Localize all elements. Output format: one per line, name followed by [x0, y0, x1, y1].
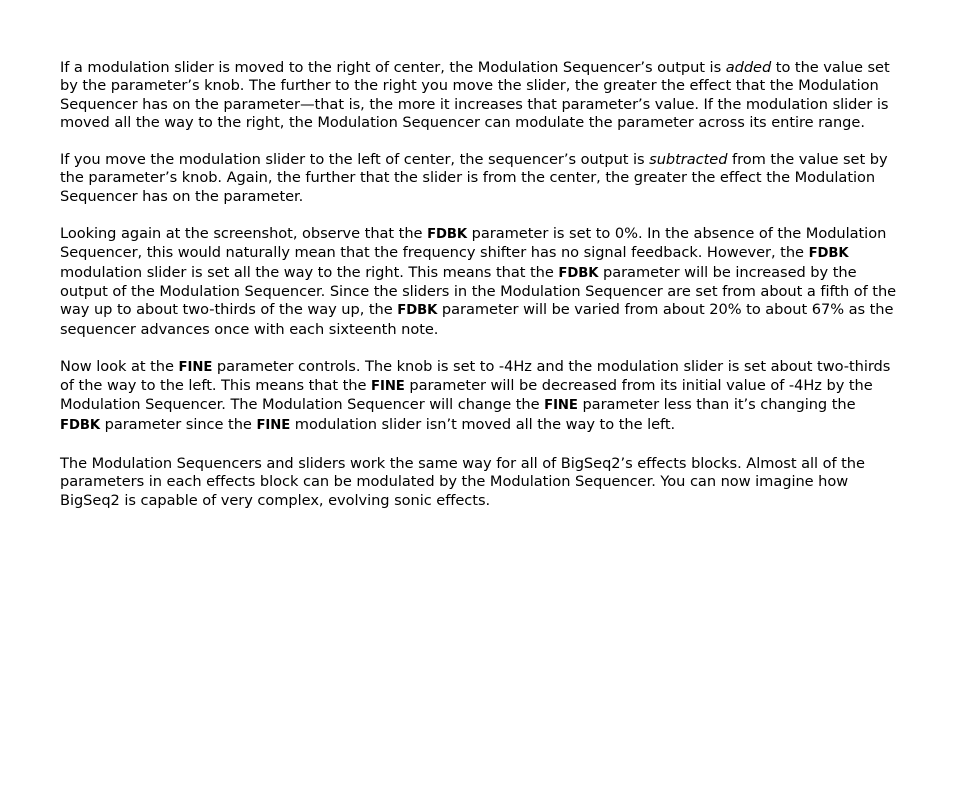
text-segment: If a modulation slider is moved to the right of center, the Modulation Sequencer’s output is [60, 59, 726, 76]
text-segment: modulation slider is set all the way to the right. This means that the [60, 263, 559, 281]
parameter-keyword: FINE [178, 359, 213, 375]
text-segment: parameter is set to 0%. In the absence of the Modulation Sequencer, this would naturally mean that the frequency shifter has no signal feedback. However, the [60, 225, 887, 262]
text-segment: parameter will be varied from about 20% to about 67% as the sequencer advances once with each sixteenth note. [60, 301, 894, 338]
parameter-keyword: FINE [544, 398, 578, 414]
text-segment: parameter less than it’s changing the [577, 396, 856, 414]
paragraph-modulation-right [60, 59, 900, 132]
parameter-keyword: FDBK [60, 417, 101, 433]
parameter-keyword: FDBK [558, 265, 599, 281]
text-segment: from the value set by the parameter’s knob. Again, the further that the slider is from the center, the greater the effect the Modulation Sequencer has on the parameter. [60, 151, 888, 205]
parameter-keyword: FDBK [427, 227, 468, 243]
paragraph-fine-example [60, 358, 900, 435]
paragraph-modulation-left [60, 151, 900, 206]
paragraph-fdbk-example [60, 225, 900, 339]
parameter-keyword: FINE [371, 379, 405, 395]
text-segment: parameter controls. The knob is set to -4Hz and the modulation slider is set about two-thirds of the way to the left. This means that the [60, 357, 891, 395]
text-segment: The Modulation Sequencers and sliders work the same way for all of BigSeq2’s effects blocks. Almost all of the parameters in each effects block can be modulated by the Modulation Sequencer. You can now imagine how BigSeq2 is capable of very complex, evolving sonic effects. [60, 455, 865, 509]
emphasis-text: added [725, 59, 772, 76]
text-segment: to the value set by the parameter’s knob. The further to the right you move the slider, the greater the effect that the Modulation Sequencer has on the parameter—that is, the more it increases that parameter’s value. If the modulation slider is moved all the way to the right, the Modulation Sequencer can modulate the parameter across its entire range. [60, 59, 890, 131]
text-segment: parameter since the [100, 415, 257, 433]
emphasis-text: subtracted [649, 151, 728, 169]
text-segment: If you move the modulation slider to the left of center, the sequencer’s output is [60, 151, 650, 169]
text-segment: Looking again at the screenshot, observe that the [60, 225, 428, 243]
text-segment: Now look at the [60, 357, 179, 375]
parameter-keyword: FDBK [397, 303, 438, 319]
parameter-keyword: FDBK [808, 246, 849, 262]
parameter-keyword: FINE [256, 417, 291, 433]
text-segment: parameter will be decreased from its initial value of -4Hz by the Modulation Sequencer. The Modulation Sequencer will change the [60, 377, 873, 414]
text-segment: parameter will be increased by the output of the Modulation Sequencer. Since the sliders in the Modulation Sequencer are set from about a fifth of the way up to about two-thirds of the way up, the [60, 263, 897, 319]
text-segment: modulation slider isn’t moved all the way to the left. [290, 415, 676, 433]
document-page [60, 59, 900, 510]
paragraph-summary [60, 455, 900, 510]
